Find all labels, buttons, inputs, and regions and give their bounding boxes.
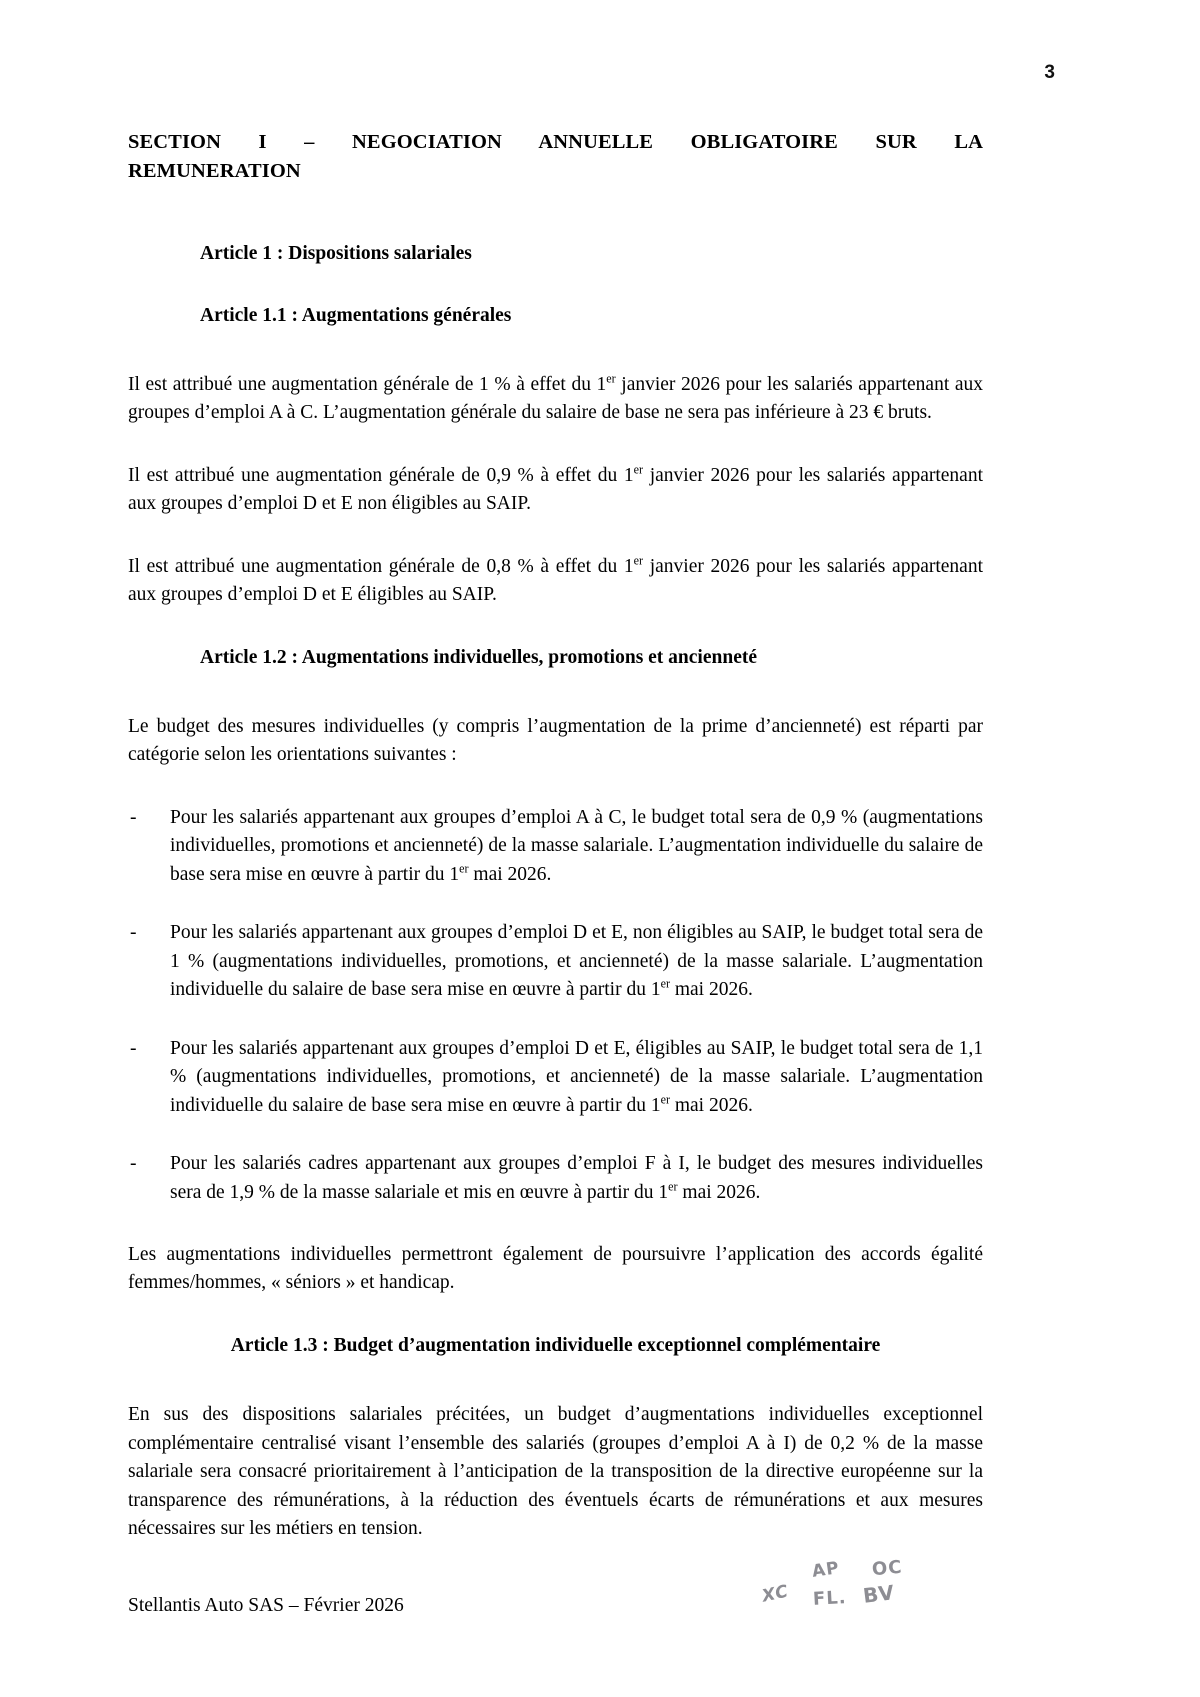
superscript-ordinal: er	[668, 1179, 678, 1194]
superscript-ordinal: er	[633, 462, 644, 477]
page-number: 3	[1044, 62, 1055, 83]
paragraph-text-post: janvier 2026 pour les salariés appartenant aux groupes d’emploi A à C. L’augmentation générale du salaire de base ne sera pas inférieure à 23 € bruts.	[128, 373, 983, 424]
dash-marker: -	[130, 922, 137, 944]
article-1-2-bullet-list	[128, 804, 983, 1207]
document-footer: Stellantis Auto SAS – Février 2026	[128, 1594, 404, 1616]
article-1-2-heading: Article 1.2 : Augmentations individuelles, promotions et ancienneté	[200, 646, 757, 668]
handwritten-initials-fl: FL.	[812, 1587, 848, 1610]
superscript-ordinal: er	[633, 553, 644, 568]
list-item-text-pre: Pour les salariés appartenant aux groupes d’emploi D et E, éligibles au SAIP, le budget total sera de 1,1 % (augmentations individuelles, promotions, et ancienneté) de la masse salariale. L’augmentation individuelle du salaire de base sera mise en œuvre à partir du 1	[170, 1037, 983, 1116]
spacer	[128, 519, 983, 553]
list-item	[128, 1035, 983, 1120]
spacer	[128, 329, 983, 371]
section-heading-line-2: REMUNERATION	[128, 160, 301, 183]
paragraph-text-pre: Il est attribué une augmentation générale de 0,9 % à effet du 1	[128, 464, 634, 486]
paragraph-text-post: janvier 2026 pour les salariés appartenant aux groupes d’emploi D et E éligibles au SAIP.	[128, 555, 983, 606]
article-1-3-heading: Article 1.3 : Budget d’augmentation individuelle exceptionnel complémentaire	[230, 1334, 881, 1356]
spacer	[128, 428, 983, 462]
paragraph-text-pre: Il est attribué une augmentation générale de 0,8 % à effet du 1	[128, 555, 634, 577]
handwritten-initials-oc: OC	[871, 1556, 904, 1581]
list-item-text-post: mai 2026.	[669, 1094, 753, 1116]
superscript-ordinal: er	[459, 861, 469, 876]
dash-marker: -	[130, 1037, 137, 1059]
superscript-ordinal: er	[660, 1092, 670, 1107]
article-1-2-intro: Le budget des mesures individuelles (y compris l’augmentation de la prime d’ancienneté) est réparti par catégorie selon les orientations suivantes :	[128, 715, 983, 766]
superscript-ordinal: er	[606, 371, 616, 386]
handwritten-initials-xc: XC	[760, 1581, 791, 1607]
handwritten-initials-ap: AP	[810, 1558, 841, 1582]
list-item	[128, 804, 983, 889]
article-1-1-paragraph-1	[128, 371, 983, 428]
spacer	[128, 268, 983, 302]
article-1-1-paragraph-2	[128, 462, 983, 519]
dash-marker: -	[130, 806, 137, 828]
section-heading	[128, 128, 983, 186]
article-1-1-heading: Article 1.1 : Augmentations générales	[200, 304, 512, 326]
dash-marker: -	[130, 1153, 137, 1175]
list-item	[128, 919, 983, 1004]
superscript-ordinal: er	[660, 976, 670, 991]
spacer	[128, 1359, 983, 1401]
article-1-2-closing: Les augmentations individuelles permettront également de poursuivre l’application des accords égalité femmes/hommes, « séniors » et handicap.	[128, 1244, 983, 1294]
article-1-1-paragraph-3	[128, 553, 983, 610]
spacer	[128, 671, 983, 713]
list-item-text-pre: Pour les salariés appartenant aux groupes d’emploi D et E, non éligibles au SAIP, le budget total sera de 1 % (augmentations individuelles, promotions, et ancienneté) de la masse salariale. L’augmentation individuelle du salaire de base sera mise en œuvre à partir du 1	[170, 922, 983, 1001]
list-item-text-post: mai 2026.	[677, 1181, 761, 1203]
article-1-heading: Article 1 : Dispositions salariales	[200, 243, 472, 265]
list-item-text-post: mai 2026.	[669, 979, 753, 1001]
spacer	[128, 610, 983, 644]
spacer	[128, 1207, 983, 1241]
list-item-text-pre: Pour les salariés cadres appartenant aux groupes d’emploi F à I, le budget des mesures individuelles sera de 1,9 % de la masse salariale et mis en œuvre à partir du 1	[170, 1153, 983, 1203]
spacer	[128, 1298, 983, 1332]
article-1-3-paragraph: En sus des dispositions salariales précitées, un budget d’augmentations individuelles exceptionnel complémentaire centralisé visant l’ensemble des salariés (groupes d’emploi A à I) de 0,2 % de la masse salariale sera consacré prioritairement à l’anticipation de la transposition de la directive européenne sur la transparence des rémunérations, à la réduction des éventuels écarts de rémunérations et aux mesures nécessaires sur les métiers en tension.	[128, 1404, 983, 1540]
spacer	[128, 770, 983, 804]
section-heading-line-1: SECTION I – NEGOCIATION ANNUELLE OBLIGATOIRE SUR LA	[128, 131, 983, 153]
document-content	[128, 128, 983, 1544]
list-item-text-pre: Pour les salariés appartenant aux groupes d’emploi A à C, le budget total sera de 0,9 % (augmentations individuelles, promotions et ancienneté) de la masse salariale. L’augmentation individuelle du salaire de base sera mise en œuvre à partir du 1	[170, 806, 983, 885]
paragraph-text-pre: Il est attribué une augmentation générale de 1 % à effet du 1	[128, 373, 607, 395]
handwritten-initials-bv: BV	[861, 1580, 897, 1608]
list-item-text-post: mai 2026.	[468, 863, 552, 885]
paragraph-text-post: janvier 2026 pour les salariés appartenant aux groupes d’emploi D et E non éligibles au SAIP.	[128, 464, 983, 515]
list-item	[128, 1150, 983, 1207]
